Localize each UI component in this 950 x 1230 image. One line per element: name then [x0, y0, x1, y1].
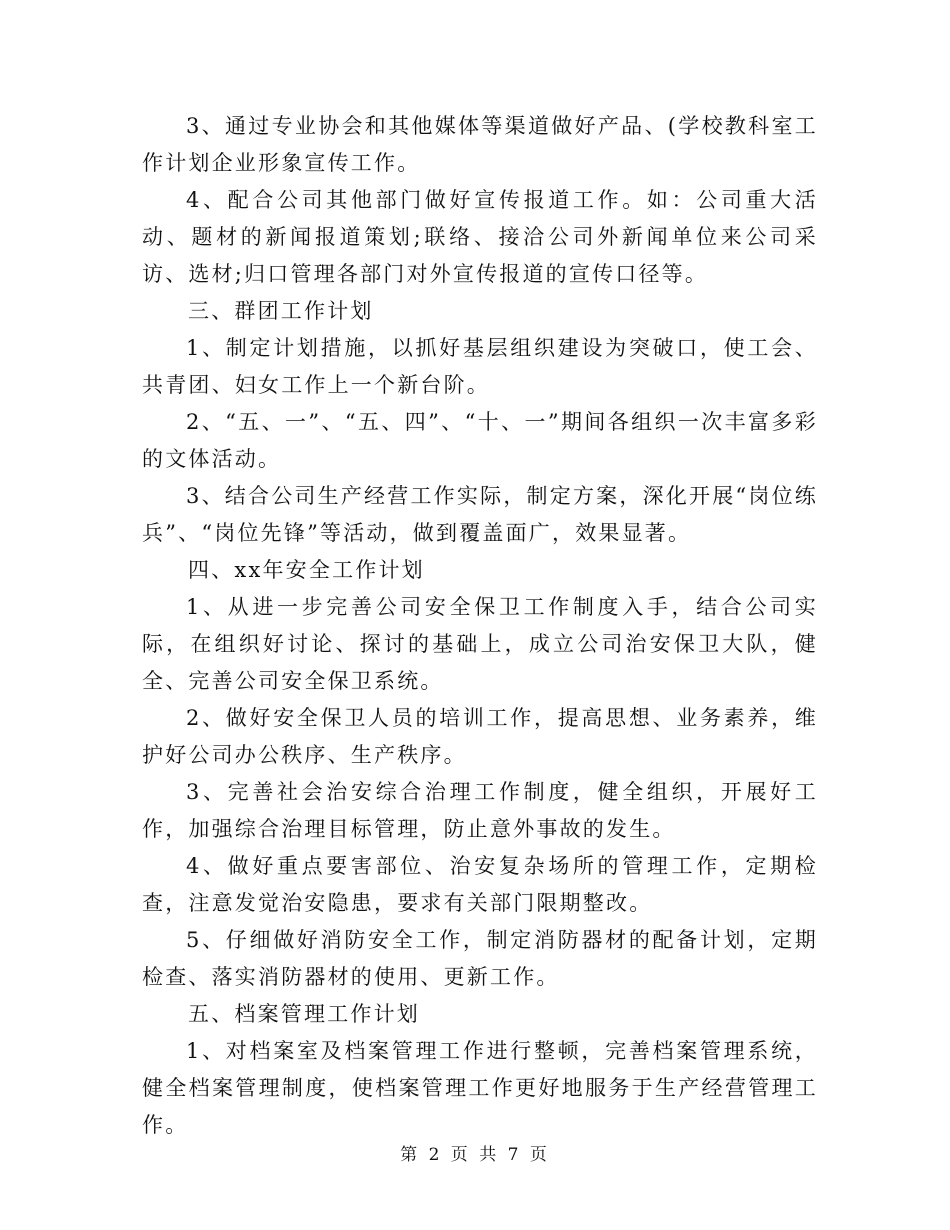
paragraph-safety-item-4: 4、做好重点要害部位、治安复杂场所的管理工作，定期检查，注意发觉治安隐患，要求有关部门限期整改。 — [142, 854, 818, 915]
paragraph-archive-item-1: 1、对档案室及档案管理工作进行整顿，完善档案管理系统，健全档案管理制度，使档案管理工作更好地服务于生产经营管理工作。 — [142, 1039, 818, 1137]
paragraph-safety-item-5: 5、仔细做好消防安全工作，制定消防器材的配备计划，定期检查、落实消防器材的使用、更新工作。 — [142, 928, 818, 989]
paragraph-group-item-1: 1、制定计划措施，以抓好基层组织建设为突破口，使工会、共青团、妇女工作上一个新台阶。 — [142, 336, 818, 397]
section-heading-safety-work: 四、xx年安全工作计划 — [188, 558, 425, 582]
paragraph-safety-item-2: 2、做好安全保卫人员的培训工作，提高思想、业务素养，维护好公司办公秩序、生产秩序。 — [142, 706, 818, 767]
section-heading-archive-work: 五、档案管理工作计划 — [188, 1002, 420, 1026]
paragraph-group-item-2: 2、“五、一”、“五、四”、“十、一”期间各组织一次丰富多彩的文体活动。 — [142, 410, 818, 471]
paragraph-group-item-3: 3、结合公司生产经营工作实际，制定方案，深化开展“岗位练兵”、“岗位先锋”等活动，做到覆盖面广，效果显著。 — [142, 484, 818, 545]
paragraph-publicity-item-3: 3、通过专业协会和其他媒体等渠道做好产品、(学校教科室工作计划企业形象宣传工作。 — [142, 114, 818, 175]
section-heading-group-work: 三、群团工作计划 — [188, 299, 374, 323]
paragraph-safety-item-1: 1、从进一步完善公司安全保卫工作制度入手，结合公司实际，在组织好讨论、探讨的基础上，成立公司治安保卫大队，健全、完善公司安全保卫系统。 — [142, 595, 818, 693]
paragraph-safety-item-3: 3、完善社会治安综合治理工作制度，健全组织，开展好工作，加强综合治理目标管理，防止意外事故的发生。 — [142, 780, 818, 841]
document-body — [142, 108, 818, 1144]
paragraph-publicity-item-4: 4、配合公司其他部门做好宣传报道工作。如：公司重大活动、题材的新闻报道策划;联络、接洽公司外新闻单位来公司采访、选材;归口管理各部门对外宣传报道的宣传口径等。 — [142, 188, 818, 286]
page-number-footer: 第 2 页 共 7 页 — [400, 1145, 550, 1165]
